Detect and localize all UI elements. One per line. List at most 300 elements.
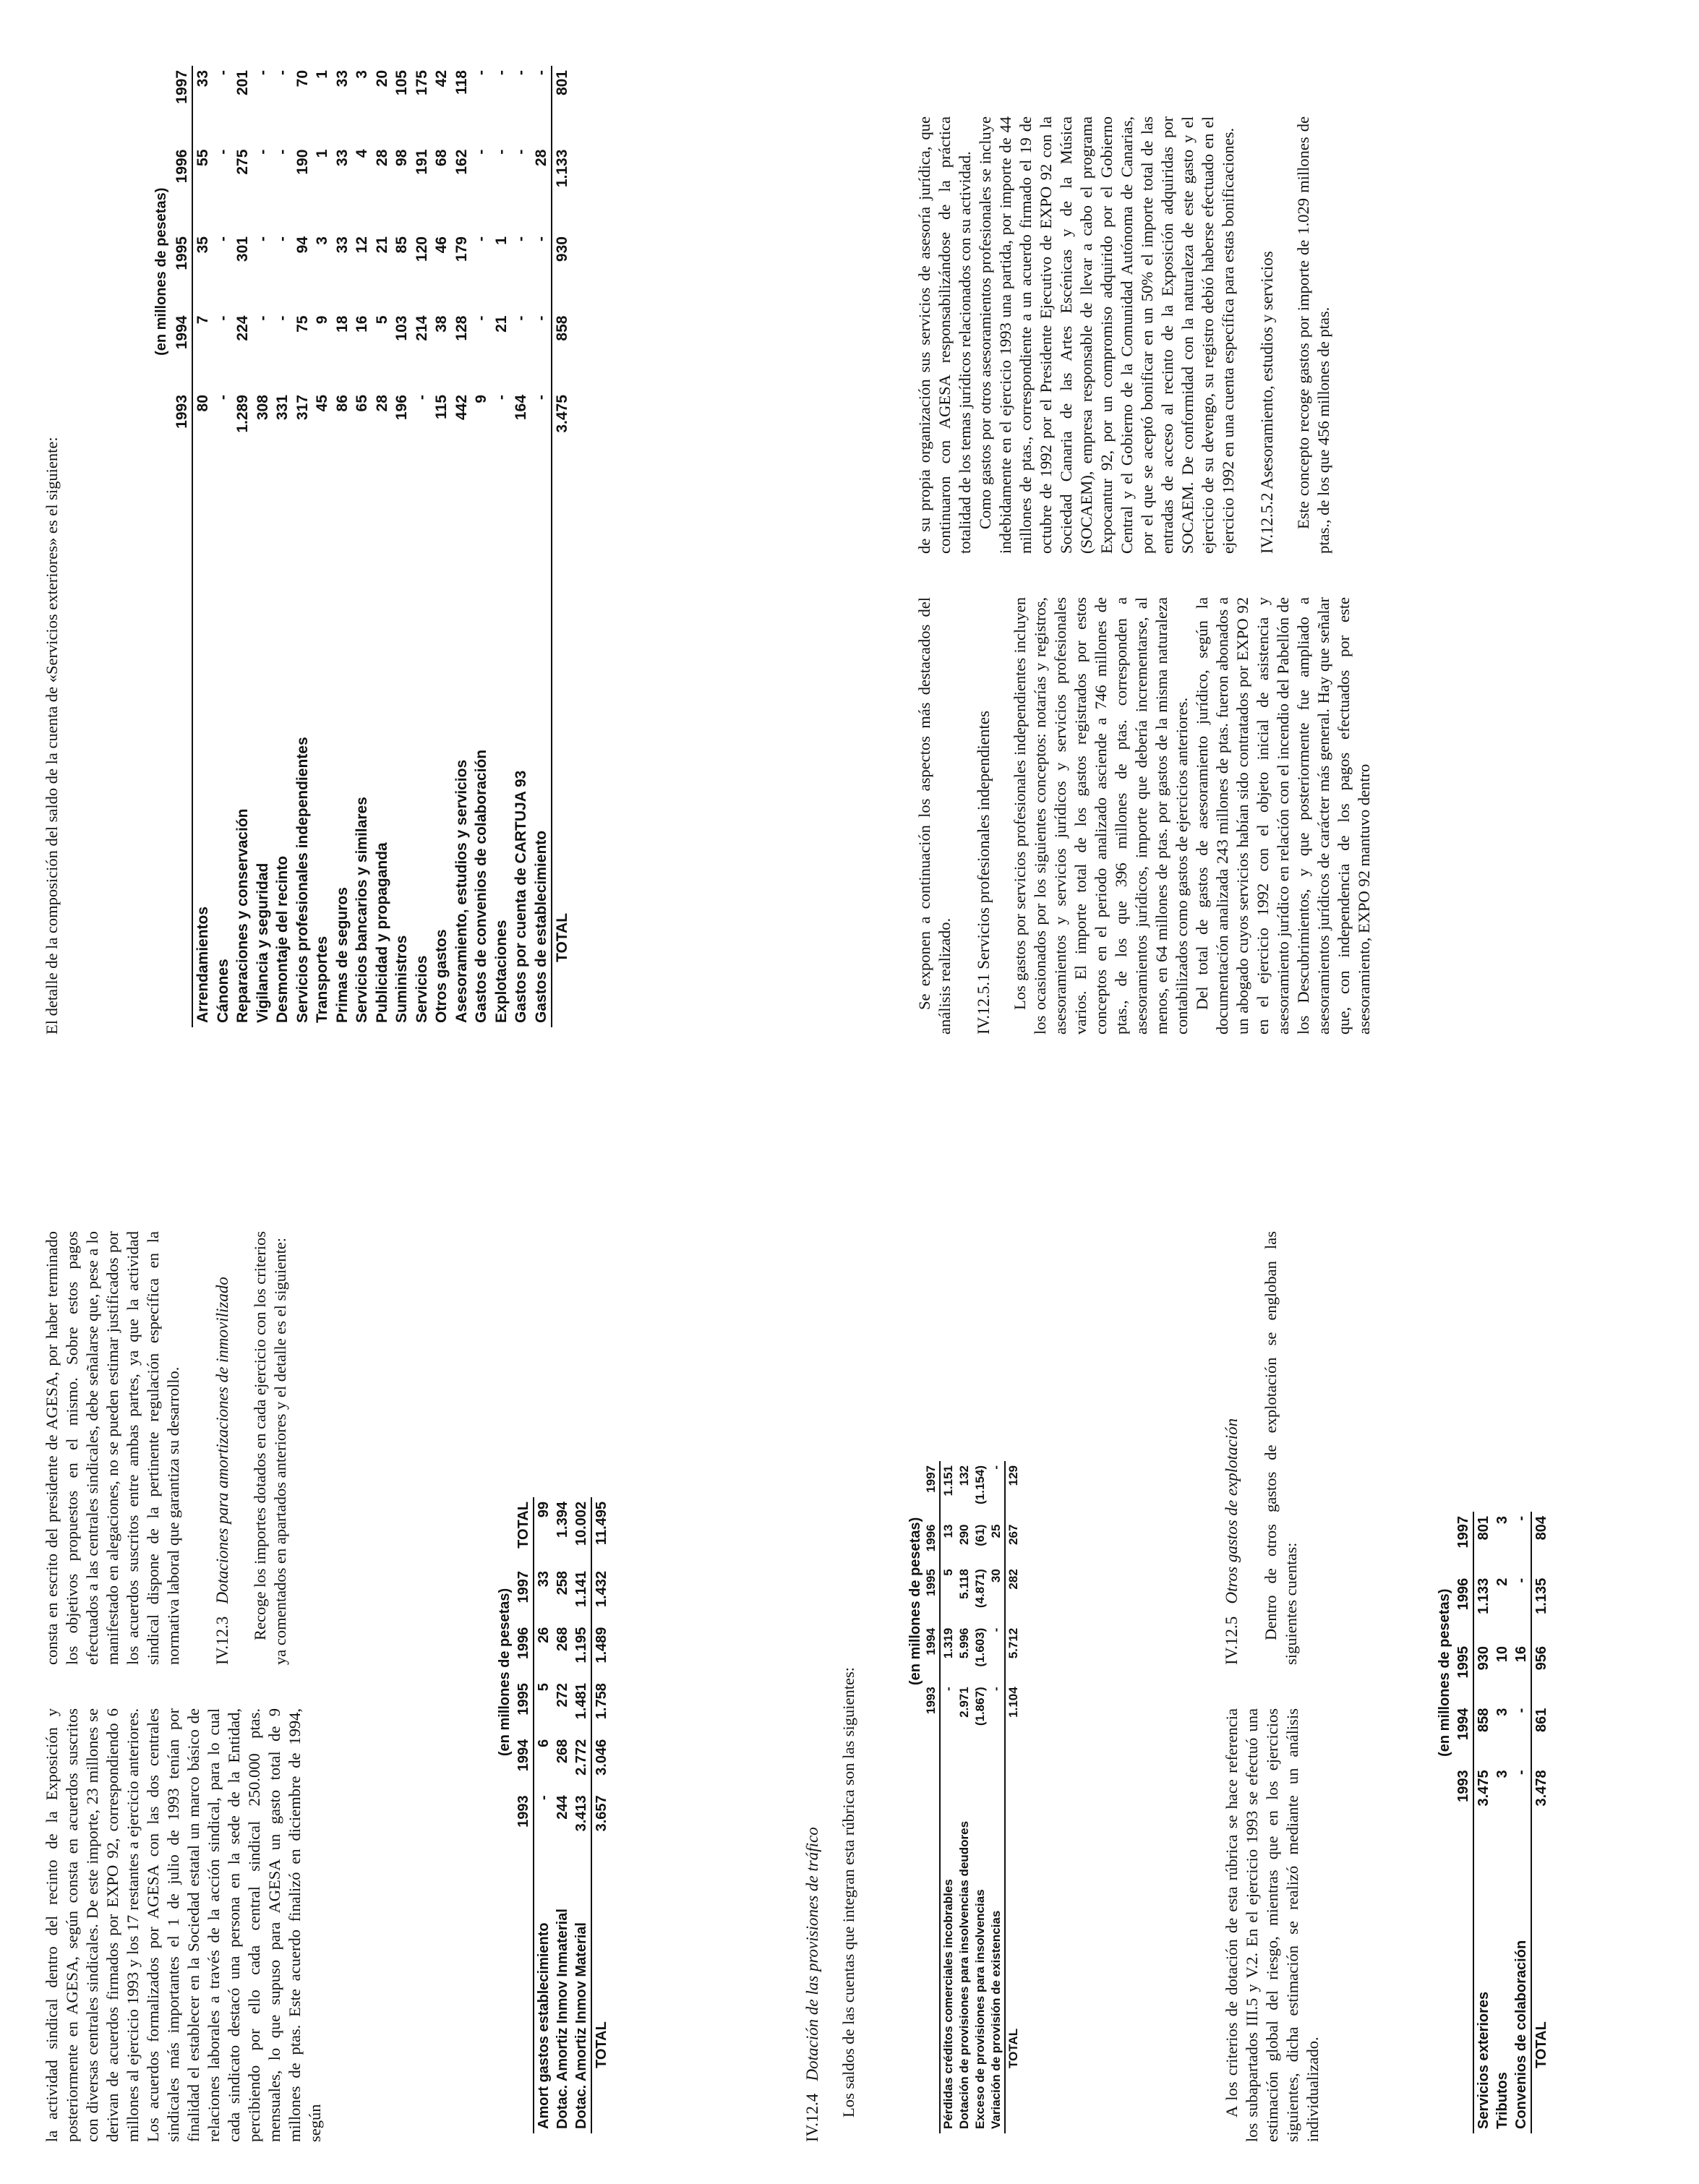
- table-cell: 21: [492, 315, 510, 333]
- table-cell: 85: [393, 236, 410, 254]
- table-cell: 201: [234, 70, 251, 96]
- table-cell: -: [513, 315, 529, 321]
- table-cell: 9: [314, 315, 330, 325]
- column-header: [1454, 1834, 1473, 2133]
- table-cell: 18: [333, 315, 351, 333]
- total-label: TOTAL: [1005, 1742, 1022, 2133]
- table-row: [412, 66, 432, 1027]
- external-services-table-block: [152, 51, 573, 1027]
- table-cell: 244: [555, 1795, 570, 1820]
- external-services-table: [152, 66, 573, 1027]
- column-header: 1995: [1454, 1642, 1473, 1704]
- total-cell: 282: [1005, 1564, 1022, 1624]
- table-row: [1512, 1512, 1531, 2133]
- table-cell: 33: [536, 1571, 552, 1588]
- table-cell: 98: [393, 149, 410, 166]
- table-cell: 801: [1476, 1516, 1492, 1541]
- table-cell: 5: [941, 1569, 955, 1576]
- total-cell: 1.489: [591, 1623, 611, 1679]
- unit-row: [1435, 1512, 1454, 2133]
- table-row: [531, 66, 552, 1027]
- column-header: 1997: [923, 1461, 940, 1520]
- table-cell: 65: [354, 395, 370, 412]
- table-cell: 46: [433, 236, 450, 254]
- total-row: [1531, 1512, 1551, 2133]
- table-cell: 1.141: [573, 1571, 589, 1608]
- table-cell: 45: [314, 395, 330, 412]
- table-cell: 132: [957, 1465, 971, 1486]
- table-cell: 13: [941, 1524, 955, 1538]
- table-cell: 75: [294, 315, 311, 333]
- table-cell: 28: [373, 149, 390, 166]
- table-cell: -: [1513, 1770, 1529, 1776]
- table-cell: 191: [413, 149, 430, 175]
- total-cell: 3.657: [591, 1791, 611, 1847]
- total-cell: 956: [1531, 1642, 1551, 1704]
- total-cell: 3.475: [552, 390, 573, 477]
- table-cell: 1: [492, 236, 510, 245]
- table-row: [572, 1497, 591, 2133]
- table-cell: 1.319: [941, 1627, 955, 1659]
- table-row: [192, 66, 213, 1027]
- table-cell: -: [214, 315, 231, 321]
- table-cell: 224: [234, 315, 251, 341]
- unit-label: (en millones de pesetas): [497, 1588, 513, 1757]
- table-row: [333, 66, 353, 1027]
- column-header: 1995: [923, 1564, 940, 1624]
- section-heading: [213, 1231, 233, 1665]
- table-cell: 12: [354, 236, 370, 254]
- table-cell: -: [473, 236, 489, 242]
- table-row: [553, 1497, 572, 2133]
- table-row: [471, 66, 492, 1027]
- row-label: Gastos de establecimiento: [532, 830, 549, 1023]
- table-cell: 317: [294, 395, 311, 421]
- table-cell: 1.133: [1476, 1577, 1492, 1614]
- table-cell: 99: [536, 1502, 552, 1518]
- column-2: [42, 1231, 291, 1665]
- row-label: Primas de seguros: [333, 887, 351, 1023]
- table-cell: 26: [536, 1627, 552, 1643]
- total-row: [1005, 1461, 1022, 2133]
- table-cell: 33: [333, 70, 351, 87]
- table-cell: 930: [1476, 1645, 1492, 1671]
- total-label: TOTAL: [552, 478, 573, 1027]
- total-cell: 1.133: [552, 145, 573, 232]
- column-2-lower: [1222, 1231, 1301, 1665]
- column-3: [42, 66, 62, 1035]
- column-header: [172, 478, 193, 1027]
- table-row: [957, 1461, 972, 2133]
- row-label: Desmontaje del recinto: [274, 855, 291, 1023]
- table-cell: 331: [274, 395, 291, 421]
- total-cell: 801: [552, 66, 573, 145]
- table-cell: 3.413: [573, 1795, 589, 1832]
- total-cell: 930: [552, 232, 573, 312]
- paragraph: Se exponen a continuación los aspectos más destacados del análisis realizado.: [915, 597, 954, 1035]
- table-cell: -: [214, 395, 231, 401]
- total-cell: 1.758: [591, 1679, 611, 1735]
- row-label: Reparaciones y conservación: [234, 808, 251, 1023]
- table-cell: 1: [314, 70, 330, 79]
- table-row: [1473, 1512, 1493, 2133]
- table-cell: 3: [1494, 1708, 1510, 1716]
- row-label: Pérdidas créditos comerciales incobrables: [941, 1879, 955, 2129]
- table-cell: (4.871): [973, 1569, 987, 1609]
- table-cell: 290: [957, 1524, 971, 1545]
- total-cell: 858: [552, 312, 573, 391]
- table-row: [253, 66, 273, 1027]
- table-cell: 105: [393, 70, 410, 96]
- table-cell: 33: [333, 236, 351, 254]
- header-row: [172, 66, 193, 1027]
- column-1-lower: [1222, 1708, 1323, 2142]
- table-cell: 2.772: [573, 1739, 589, 1776]
- section-number: IV.12.5: [1223, 1616, 1241, 1665]
- table-cell: 28: [373, 395, 390, 412]
- table-cell: -: [473, 315, 489, 321]
- table-cell: 3: [354, 70, 370, 79]
- table-cell: 35: [194, 236, 211, 254]
- paragraph: Este concepto recoge gastos por importe de 1.029 millones de ptas., de los que 456 millones de ptas.: [1294, 116, 1332, 554]
- row-label: Explotaciones: [492, 920, 510, 1023]
- column-header: 1996: [514, 1623, 534, 1679]
- table-cell: -: [1513, 1577, 1529, 1583]
- table-cell: 258: [555, 1571, 570, 1596]
- column-header: 1997: [1454, 1512, 1473, 1574]
- column-header: 1993: [923, 1682, 940, 1742]
- table-cell: 118: [453, 70, 470, 95]
- table-cell: -: [941, 1687, 955, 1691]
- table-cell: -: [532, 236, 549, 242]
- table-cell: 1: [314, 149, 330, 158]
- total-cell: 804: [1531, 1512, 1551, 1574]
- table-cell: 301: [234, 236, 251, 262]
- unit-row: [907, 1461, 923, 2133]
- paragraph: A los criterios de dotación de esta rúbrica se hace referencia los subapartados III.5 y V.2. En el ejercicio 1993 se efectuó una estimación global del riesgo, mientras que en los ejercicios siguientes, dicha estimación se realizó mediante un análisis individualizado.: [1223, 1708, 1322, 2142]
- column-header: 1993: [514, 1791, 534, 1847]
- column-header: 1997: [514, 1567, 534, 1623]
- table-cell: 442: [453, 395, 470, 421]
- paragraph: Del total de gastos de asesoramiento jurídico, según la documentación analizada 243 millones de ptas. fueron abonados a un abogado cuyos servicios habían sido contratados por EXPO 92 en el ejercicio 1992 con el objeto inicial de asistencia y asesoramiento jurídico en relación con el incendio del Pabellón de los Descubrimientos, y que posteriormente fue ampliado a asesoramientos jurídicos de carácter más general. Hay que señalar que, con independencia de los pagos efectuados por este asesoramiento, EXPO 92 mantuvo dentro: [1193, 597, 1373, 1035]
- column-header: 1995: [514, 1679, 534, 1735]
- section-number: IV.12.4: [803, 2093, 821, 2142]
- header-row: [514, 1497, 534, 2133]
- table-row: [1493, 1512, 1512, 2133]
- table-cell: -: [274, 236, 291, 242]
- other-expenses-table: [1435, 1512, 1551, 2133]
- table-row: [392, 66, 412, 1027]
- table-row: [940, 1461, 957, 2133]
- section-heading: [1222, 1231, 1242, 1665]
- table-cell: 30: [989, 1569, 1003, 1583]
- table-cell: 28: [532, 149, 549, 166]
- column-4: [915, 116, 1334, 554]
- table-cell: 308: [254, 395, 271, 421]
- table-cell: -: [254, 149, 271, 155]
- row-label: Servicios bancarios y similares: [354, 797, 370, 1023]
- header-row: [923, 1461, 940, 2133]
- table-row: [511, 66, 531, 1027]
- table-cell: -: [214, 236, 231, 242]
- row-label: Servicios: [413, 955, 430, 1023]
- table-cell: 128: [453, 315, 470, 341]
- table-cell: -: [274, 149, 291, 155]
- table-row: [273, 66, 293, 1027]
- unit-label: (en millones de pesetas): [1437, 1588, 1452, 1757]
- row-label: Gastos de convenios de colaboración: [473, 749, 489, 1023]
- row-label: Suministros: [393, 935, 410, 1023]
- table-cell: 3: [314, 236, 330, 245]
- unit-row: [495, 1497, 514, 2133]
- table-cell: 86: [333, 395, 351, 412]
- row-label: Variación de provisión de existencias: [989, 1910, 1003, 2129]
- row-label: Cánones: [214, 959, 231, 1023]
- table-row: [293, 66, 313, 1027]
- table-cell: -: [254, 315, 271, 321]
- paragraph: Los gastos por servicios profesionales independientes incluyen los ocasionados por los siguientes conceptos: notarías y registros, asesoramientos y servicios jurídicos y servicios profesionales varios. El importe total de los gastos registrados por estos conceptos en el periodo analizado asciende a 746 millones de ptas., de los que 396 millones de ptas. corresponden a asesoramientos jurídicos, importe que debería incrementarse, al menos, en 64 millones de ptas. por gastos de la misma naturaleza contabilizados como gastos de ejercicios anteriores.: [1011, 597, 1191, 1035]
- table-cell: 196: [393, 395, 410, 421]
- table-cell: -: [492, 149, 510, 155]
- table-cell: 164: [513, 395, 529, 421]
- table-cell: -: [214, 70, 231, 75]
- total-cell: 3.478: [1531, 1765, 1551, 1833]
- column-header: [923, 1742, 940, 2133]
- row-label: Servicios exteriores: [1476, 1991, 1492, 2129]
- table-cell: -: [254, 236, 271, 242]
- row-label: Convenios de colaboración: [1513, 1940, 1529, 2129]
- row-label: Dotac. Amortiz Inmov Material: [573, 1922, 589, 2129]
- table-cell: 38: [433, 315, 450, 333]
- column-header: 1996: [923, 1520, 940, 1565]
- table-cell: -: [274, 315, 291, 321]
- other-expenses-table-block: [1435, 1483, 1551, 2133]
- table-cell: 275: [234, 149, 251, 175]
- table-row: [534, 1497, 553, 2133]
- column-header: TOTAL: [514, 1497, 534, 1567]
- table-cell: 120: [413, 236, 430, 262]
- table-cell: -: [254, 70, 271, 75]
- row-label: Gastos por cuenta de CARTUJA 93: [513, 770, 529, 1023]
- row-label: Servicios profesionales independientes: [294, 737, 311, 1023]
- table-cell: 80: [194, 395, 211, 412]
- table-cell: 268: [555, 1739, 570, 1764]
- table-row: [988, 1461, 1005, 2133]
- unit-label: (en millones de pesetas): [907, 1517, 923, 1686]
- paragraph: consta en escrito del presidente de AGESA, por haber terminado los objetivos propuestos en el mismo. Sobre estos pagos efectuados a las centrales sindicales, debe señalarse que, pese a lo manifestado en alegaciones, no se pueden estimar justificados por los acuerdos suscritos entre ambas partes, ya que la actividad sindical dispone de la pertinente regulación específica en la normativa laboral que garantiza su desarrollo.: [43, 1231, 182, 1665]
- table-cell: -: [989, 1627, 1003, 1632]
- table-cell: 2.971: [957, 1687, 971, 1718]
- paragraph: Los saldos de las cuentas que integran esta rúbrica son las siguientes:: [839, 1667, 857, 2117]
- header-row: [1454, 1512, 1473, 2133]
- total-cell: 1.135: [1531, 1574, 1551, 1642]
- table-cell: 9: [473, 395, 489, 403]
- unit-row: [152, 66, 172, 1027]
- section-heading: IV.12.5.2 Asesoramiento, estudios y servicios: [1258, 251, 1276, 554]
- column-header: 1996: [172, 145, 193, 232]
- table-cell: 33: [333, 149, 351, 166]
- total-label: TOTAL: [1531, 1834, 1551, 2133]
- table-row: [492, 66, 512, 1027]
- table-row: [233, 66, 253, 1027]
- total-cell: 11.495: [591, 1497, 611, 1567]
- table-cell: -: [532, 70, 549, 75]
- total-cell: 267: [1005, 1520, 1022, 1565]
- table-cell: 272: [555, 1683, 570, 1708]
- table-cell: 1.394: [555, 1502, 570, 1538]
- table-cell: -: [513, 236, 529, 242]
- table-row: [372, 66, 393, 1027]
- total-cell: 1.104: [1005, 1682, 1022, 1742]
- table-cell: -: [532, 315, 549, 321]
- table-cell: 103: [393, 315, 410, 341]
- table-cell: 7: [194, 315, 211, 325]
- table-cell: 179: [453, 236, 470, 262]
- provisions-table: [907, 1461, 1022, 2133]
- amortization-table: [495, 1497, 611, 2133]
- table-row: [213, 66, 234, 1027]
- total-cell: 5.712: [1005, 1624, 1022, 1683]
- total-cell: 129: [1005, 1461, 1022, 1520]
- amortization-table-block: [495, 1468, 611, 2133]
- row-label: Exceso de provisiones para insolvencias: [973, 1889, 987, 2129]
- table-cell: 6: [536, 1739, 552, 1747]
- total-cell: 861: [1531, 1704, 1551, 1766]
- row-label: Dotación de provisiones para insolvencias deudores: [957, 1820, 971, 2129]
- table-cell: 5: [536, 1683, 552, 1692]
- row-label: Amort gastos establecimiento: [536, 1922, 552, 2129]
- table-cell: 68: [433, 149, 450, 166]
- table-cell: -: [473, 70, 489, 75]
- table-cell: 20: [373, 70, 390, 87]
- section-title: Otros gastos de explotación: [1223, 1418, 1241, 1604]
- table-cell: 1.151: [941, 1465, 955, 1496]
- table-cell: 5.118: [957, 1569, 971, 1599]
- table-cell: -: [513, 149, 529, 155]
- unit-label: (en millones de pesetas): [153, 187, 169, 356]
- column-header: 1996: [1454, 1574, 1473, 1642]
- total-row: [591, 1497, 611, 2133]
- table-cell: -: [274, 70, 291, 75]
- row-label: Transportes: [314, 935, 330, 1023]
- table-cell: 33: [194, 70, 211, 87]
- section-heading: IV.12.5.1 Servicios profesionales independientes: [975, 711, 993, 1035]
- table-cell: 1.481: [573, 1683, 589, 1720]
- table-cell: 25: [989, 1524, 1003, 1538]
- paragraph: Dentro de otros gastos de explotación se engloban las siguientes cuentas:: [1262, 1231, 1300, 1665]
- table-cell: (1.154): [973, 1465, 987, 1504]
- table-cell: 70: [294, 70, 311, 87]
- table-cell: 115: [433, 395, 450, 419]
- table-cell: -: [513, 70, 529, 75]
- table-cell: 2: [1494, 1577, 1510, 1586]
- table-cell: -: [492, 395, 510, 401]
- table-cell: 175: [413, 70, 430, 96]
- paragraph: la actividad sindical dentro del recinto de la Exposición y posteriormente en AGESA, según consta en acuerdos suscritos con diversas centrales sindicales. De este importe, 23 millones se derivan de acuerdos firmados por EXPO 92, correspondiendo 6 millones al ejercicio 1993 y los 17 restantes a ejercicio anteriores. Los acuerdos formalizados por AGESA con las dos centrales sindicales más importantes el 1 de julio de 1993 tenían por finalidad el establecer en la Sociedad estatal un marco básico de relaciones laborales a través de la acción sindical, para lo cual cada sindicato destacó una persona en la sede de la Entidad, percibiendo por ello cada central sindical 250.000 ptas. mensuales, lo que supuso para AGESA un gasto total de 9 millones de ptas. Este acuerdo finalizó en diciembre de 1994, según: [43, 1708, 324, 2142]
- column-3-lower: [915, 597, 1374, 1035]
- paragraph: El detalle de la composición del saldo de la cuenta de «Servicios exteriores» es el siguiente:: [43, 437, 61, 1035]
- table-cell: 190: [294, 149, 311, 175]
- column-header: 1993: [1454, 1765, 1473, 1833]
- column-header: 1997: [172, 66, 193, 145]
- row-label: Vigilancia y seguridad: [254, 862, 271, 1023]
- row-label: Asesoramiento, estudios y servicios: [453, 759, 470, 1023]
- paragraph: de su propia organización sus servicios de asesoría jurídica, que continuaron con AGESA responsabilizándose de la práctica totalidad de los temas jurídicos relacionados con su actividad.: [915, 116, 974, 554]
- column-header: 1995: [172, 232, 193, 312]
- table-cell: 10: [1494, 1645, 1510, 1663]
- table-row: [432, 66, 452, 1027]
- row-label: Otros gastos: [433, 929, 450, 1023]
- table-cell: 214: [413, 315, 430, 341]
- table-cell: 4: [354, 149, 370, 158]
- section-heading: [803, 1491, 823, 2142]
- table-row: [352, 66, 372, 1027]
- table-row: [312, 66, 333, 1027]
- total-cell: 1.432: [591, 1567, 611, 1623]
- table-cell: -: [532, 395, 549, 401]
- table-cell: -: [492, 70, 510, 75]
- table-cell: 5.996: [957, 1627, 971, 1659]
- provisions-table-block: [907, 1439, 1022, 2133]
- row-label: Tributos: [1494, 2072, 1510, 2129]
- table-cell: 3: [1494, 1770, 1510, 1778]
- table-cell: 5: [373, 315, 390, 325]
- total-label: TOTAL: [591, 1847, 611, 2133]
- table-cell: 162: [453, 149, 470, 175]
- table-cell: 21: [373, 236, 390, 254]
- column-header: 1994: [514, 1735, 534, 1791]
- paragraph: Recoge los importes dotados en cada ejercicio con los criterios ya comentados en apartados anteriores y el detalle es el siguiente:: [251, 1231, 289, 1665]
- column-header: 1994: [172, 312, 193, 391]
- table-cell: 3.475: [1476, 1770, 1492, 1807]
- table-cell: 268: [555, 1627, 570, 1651]
- table-row: [972, 1461, 988, 2133]
- column-1: [42, 1708, 325, 2142]
- table-cell: -: [214, 149, 231, 155]
- total-row: [552, 66, 573, 1027]
- table-cell: 42: [433, 70, 450, 87]
- table-cell: 1.289: [234, 395, 251, 433]
- column-header: 1993: [172, 390, 193, 477]
- column-header: 1994: [923, 1624, 940, 1683]
- table-cell: (61): [973, 1524, 987, 1546]
- table-cell: 3: [1494, 1516, 1510, 1525]
- table-cell: -: [413, 395, 430, 401]
- section-title: Dotaciones para amortizaciones de inmovilizado: [213, 1277, 231, 1604]
- row-label: Arrendamientos: [194, 906, 211, 1023]
- section-number: IV.12.3: [213, 1616, 231, 1665]
- table-cell: (1.867): [973, 1687, 987, 1726]
- column-header: [514, 1847, 534, 2133]
- paragraph: Como gastos por otros asesoramientos profesionales se incluye indebidamente en el ejercicio 1993 una partida, por importe de 44 millones de ptas., correspondiente a un acuerdo firmado el 19 de octubre de 1992 por el Presidente Ejecutivo de EXPO 92 con la Sociedad Canaria de las Artes Escénicas y de la Música (SOCAEM), empresa responsable de llevar a cabo el programa Expocantur 92, por un compromiso adquirido por el Gobierno Central y el Gobierno de la Comunidad Autónoma de Canarias, por el que se aceptó bonificar en un 50% el importe total de las entradas de acceso al recinto de la Exposición adquiridas por SOCAEM. De conformidad con la naturaleza de este gasto y el ejercicio de su devengo, su registro debió haberse efectuado en el ejercicio 1992 en una cuenta específica para estas bonificaciones.: [976, 116, 1237, 554]
- table-cell: -: [1513, 1516, 1529, 1521]
- table-cell: 55: [194, 149, 211, 166]
- table-cell: -: [536, 1795, 552, 1800]
- table-cell: -: [989, 1687, 1003, 1691]
- section-iv-12-4: [803, 1491, 859, 2142]
- table-cell: -: [473, 149, 489, 155]
- table-cell: 858: [1476, 1708, 1492, 1733]
- column-header: 1994: [1454, 1704, 1473, 1766]
- table-cell: 10.002: [573, 1502, 589, 1546]
- table-cell: (1.603): [973, 1627, 987, 1667]
- table-cell: 16: [1513, 1645, 1529, 1663]
- table-cell: 16: [354, 315, 370, 333]
- row-label: Dotac. Amortiz Inmov Inmaterial: [555, 1909, 570, 2129]
- table-cell: -: [1513, 1708, 1529, 1713]
- table-cell: -: [989, 1465, 1003, 1470]
- row-label: Publicidad y propaganda: [373, 842, 390, 1023]
